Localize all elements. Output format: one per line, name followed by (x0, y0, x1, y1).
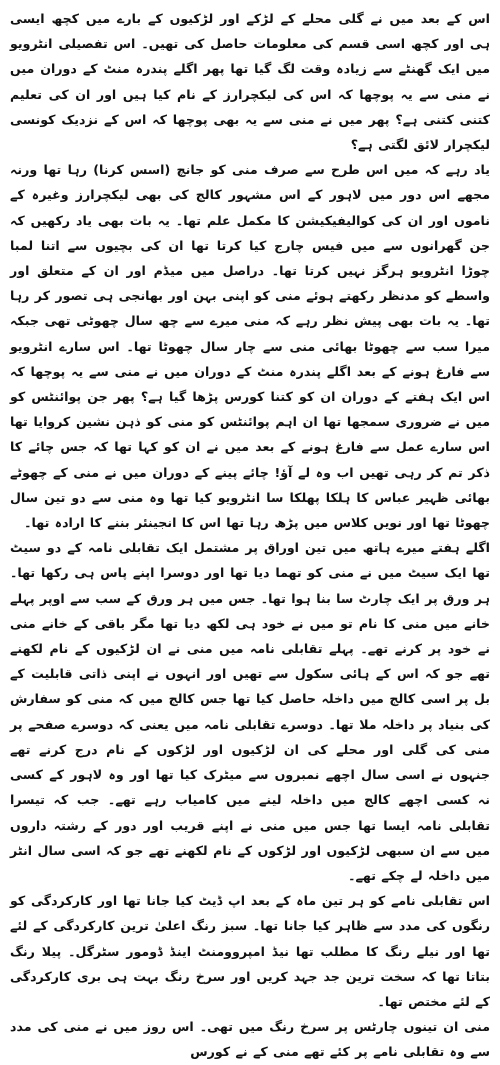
paragraph: اگلے ہفتے میرے ہاتھ میں تین اوراق پر مشتمل ایک تقابلی نامہ کے دو سیٹ تھا ایک سیٹ میں نے منی کو تھما دیا تھا اور دوسرا اپنے پاس ہی رکھا تھا۔ ہر ورق پر ایک چارٹ سا بنا ہوا تھا۔ جس میں ہر ورق کے سب سے اوپر پہلے خانے میں منی کا نام تو میں نے خود ہی لکھ دیا تھا مگر باقی کے خانے منی نے خود پر کرنے تھے۔ پہلے تقابلی نامہ میں منی نے ان لڑکیوں کے نام لکھنے تھے جو کہ اس کے ہائی سکول سے تھیں اور انہوں نے اپنی ذاتی قابلیت کے بل پر اسی کالج میں داخلہ حاصل کیا تھا جس کالج میں کہ منی کو سفارش کی بنیاد پر داخلہ ملا تھا۔ دوسرے تقابلی نامہ میں یعنی کہ دوسرے صفحے پر منی کی گلی اور محلے کی ان لڑکیوں اور لڑکوں کے نام درج کرنے تھے جنہوں نے اسی سال اچھے نمبروں سے میٹرک کیا تھا اور وہ لاہور کے کسی نہ کسی اچھے کالج میں داخلہ لینے میں کامیاب رہے تھے۔ جب کہ تیسرا تقابلی نامہ ایسا تھا جس میں منی نے اپنے قریب اور دور کے رشتہ داروں میں سے ان سبھی لڑکیوں اور لڑکوں کے نام لکھنے تھے جو کہ اسی سال انٹر میں داخلہ لے چکے تھے۔ (10, 540, 490, 883)
paragraph: یاد رہے کہ میں اس طرح سے صرف منی کو جانچ (اسس کرنا) رہا تھا ورنہ مجھے اس دور میں لاہور کے اس مشہور کالج کی بھی لیکچرارز وغیرہ کے ناموں اور ان کی کوالیفیکیشن کا مکمل علم تھا۔ یہ بات بھی یاد رکھیں کہ جن گھرانوں سے میں فیس چارج کیا کرتا تھا ان کی بچیوں سے اتنا لمبا چوڑا انٹرویو ہرگز نہیں کرتا تھا۔ دراصل میں میڈم اور ان کے متعلق اور واسطے کو مدنظر رکھتے ہوئے منی کو اپنی بہن اور بھانجی ہی تصور کر رہا تھا۔ یہ بات بھی پیش نظر رہے کہ منی میرے سے چھ سال چھوٹی تھی جبکہ میرا سب سے چھوٹا بھائی منی سے چار سال چھوٹا تھا۔ اس سارے انٹرویو سے فارغ ہونے کے بعد اگلے پندرہ منٹ کے دوران میں نے منی سے یہ پوچھا کہ اس ایک ہفتے کے دوران ان کو کتنا کورس پڑھا گیا ہے؟ پھر جن پوائنٹس کو میں نے ضروری سمجھا تھا ان اہم پوائنٹس کو منی کو ذہن نشین کروایا تھا اس سارے عمل سے فارغ ہونے کے بعد میں نے ان کو کہا تھا کہ جس چائے کا ذکر تم کر رہی تھیں اب وہ لے آؤ! چائے پینے کے دوران میں نے منی کے چھوٹے بھائی ظہیر عباس کا ہلکا پھلکا سا انٹرویو کیا تھا وہ منی سے دو تین سال چھوٹا تھا اور نویں کلاس میں پڑھ رہا تھا اس کا انجینئر بننے کا ارادہ تھا۔ (10, 162, 490, 531)
paragraph: منی ان تینوں چارٹس پر سرخ رنگ میں تھی۔ اس روز میں نے منی کی مدد سے وہ تقابلی نامے پر کئے تھے منی کے نے کورس (10, 1019, 490, 1060)
paragraph: اس تقابلی نامے کو ہر تین ماہ کے بعد اپ ڈیٹ کیا جانا تھا اور کارکردگی کو رنگوں کی مدد سے ظاہر کیا جانا تھا۔ سبز رنگ اعلیٰ ترین کارکردگی کے لئے تھا اور نیلے رنگ کا مطلب تھا نیڈ امپروومنٹ اینڈ ڈومور سٹرگل۔ پیلا رنگ بتاتا تھا کہ سخت ترین جد جہد کریں اور سرخ رنگ بہت ہی بری کارکردگی کے لئے مختص تھا۔ (10, 893, 490, 1009)
paragraph: اس کے بعد میں نے گلی محلے کے لڑکے اور لڑکیوں کے بارے میں کچھ ایسی ہی اور کچھ اسی قسم کی معلومات حاصل کی تھیں۔ اس تفصیلی انٹرویو میں ایک گھنٹے سے زیادہ وقت لگ گیا تھا پھر اگلے پندرہ منٹ کے دوران میں نے منی سے یہ پوچھا کہ اس کی لیکچرارز کے نام کیا ہیں اور ان کی تعلیم کتنی کتنی ہے؟ پھر میں نے منی سے یہ بھی پوچھا کہ اس کے نزدیک کونسی لیکچرار لائق لگتی ہے؟ (10, 11, 490, 153)
